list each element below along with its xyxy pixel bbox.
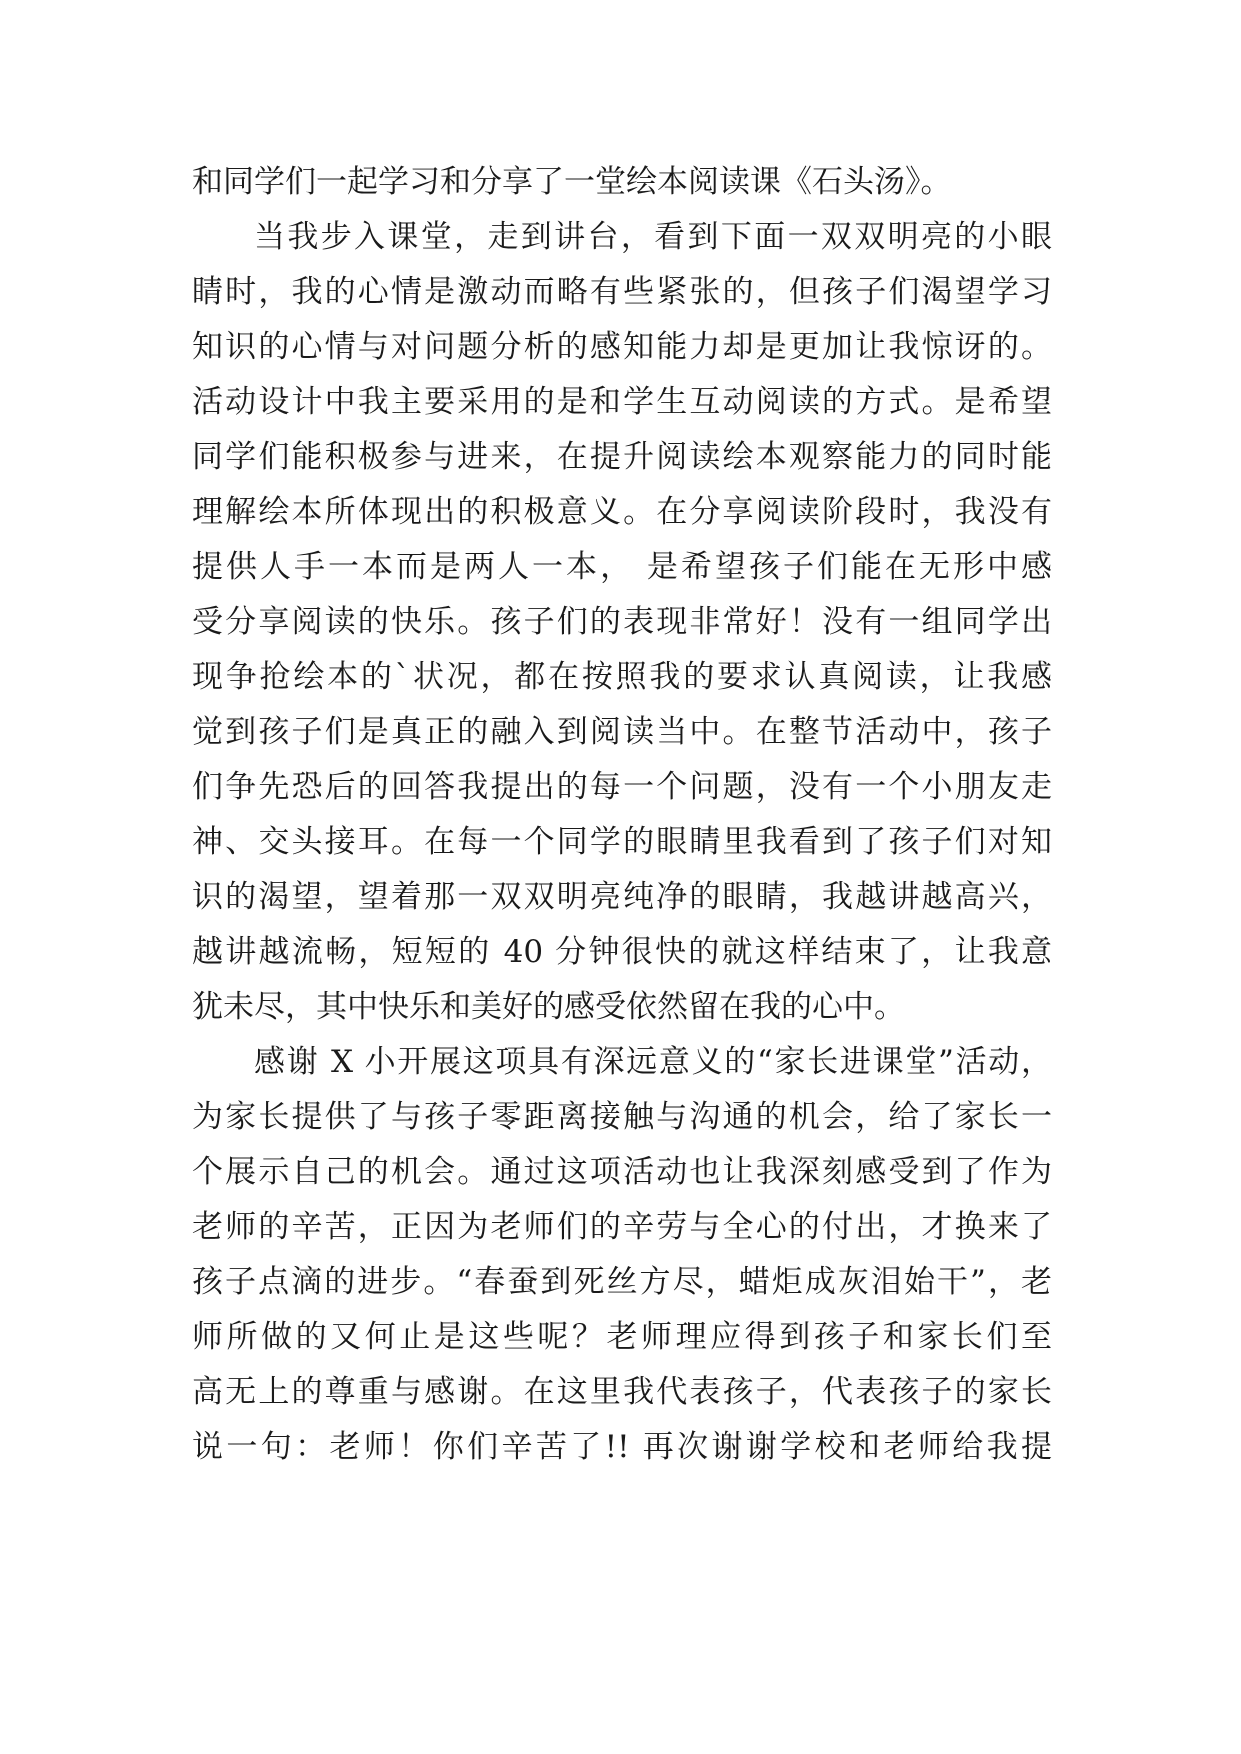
text-line: 高无上的尊重与感谢。在这里我代表孩子，代表孩子的家长 bbox=[192, 1374, 1052, 1410]
paragraph-first-line: 感谢 X 小开展这项具有深远意义的“家长进课堂”活动， bbox=[254, 1044, 1052, 1080]
text-line: 知识的心情与对问题分析的感知能力却是更加让我惊讶的。 bbox=[192, 329, 1052, 365]
text-line: 越讲越流畅，短短的 40 分钟很快的就这样结束了，让我意 bbox=[192, 934, 1052, 970]
text-line: 老师的辛苦，正因为老师们的辛劳与全心的付出，才换来了 bbox=[192, 1209, 1052, 1245]
text-line: 活动设计中我主要采用的是和学生互动阅读的方式。是希望 bbox=[192, 384, 1052, 420]
text-line: 们争先恐后的回答我提出的每一个问题，没有一个小朋友走 bbox=[192, 769, 1052, 805]
text-line: 提供人手一本而是两人一本， 是希望孩子们能在无形中感 bbox=[192, 549, 1052, 585]
text-line: 为家长提供了与孩子零距离接触与沟通的机会，给了家长一 bbox=[192, 1099, 1052, 1135]
text-line: 师所做的又何止是这些呢？老师理应得到孩子和家长们至 bbox=[192, 1319, 1052, 1355]
text-line: 理解绘本所体现出的积极意义。在分享阅读阶段时，我没有 bbox=[192, 494, 1052, 530]
text-line: 孩子点滴的进步。“春蚕到死丝方尽，蜡炬成灰泪始干”，老 bbox=[192, 1264, 1052, 1300]
text-line: 说一句：老师！你们辛苦了!! 再次谢谢学校和老师给我提 bbox=[192, 1429, 1052, 1465]
text-line: 和同学们一起学习和分享了一堂绘本阅读课《石头汤》。 bbox=[192, 164, 952, 200]
paragraph-last-line: 犹未尽，其中快乐和美好的感受依然留在我的心中。 bbox=[192, 989, 905, 1025]
text-line: 个展示自己的机会。通过这项活动也让我深刻感受到了作为 bbox=[192, 1154, 1052, 1190]
text-line: 神、交头接耳。在每一个同学的眼睛里我看到了孩子们对知 bbox=[192, 824, 1052, 860]
text-line: 觉到孩子们是真正的融入到阅读当中。在整节活动中，孩子 bbox=[192, 714, 1052, 750]
paragraph-first-line: 当我步入课堂，走到讲台，看到下面一双双明亮的小眼 bbox=[254, 219, 1052, 255]
text-line: 受分享阅读的快乐。孩子们的表现非常好！没有一组同学出 bbox=[192, 604, 1052, 640]
text-line: 睛时，我的心情是激动而略有些紧张的，但孩子们渴望学习 bbox=[192, 274, 1052, 310]
document-body bbox=[192, 155, 1052, 1475]
text-line: 现争抢绘本的`状况，都在按照我的要求认真阅读，让我感 bbox=[192, 659, 1052, 695]
text-line: 同学们能积极参与进来，在提升阅读绘本观察能力的同时能 bbox=[192, 439, 1052, 475]
text-line: 识的渴望，望着那一双双明亮纯净的眼睛，我越讲越高兴， bbox=[192, 879, 1052, 915]
